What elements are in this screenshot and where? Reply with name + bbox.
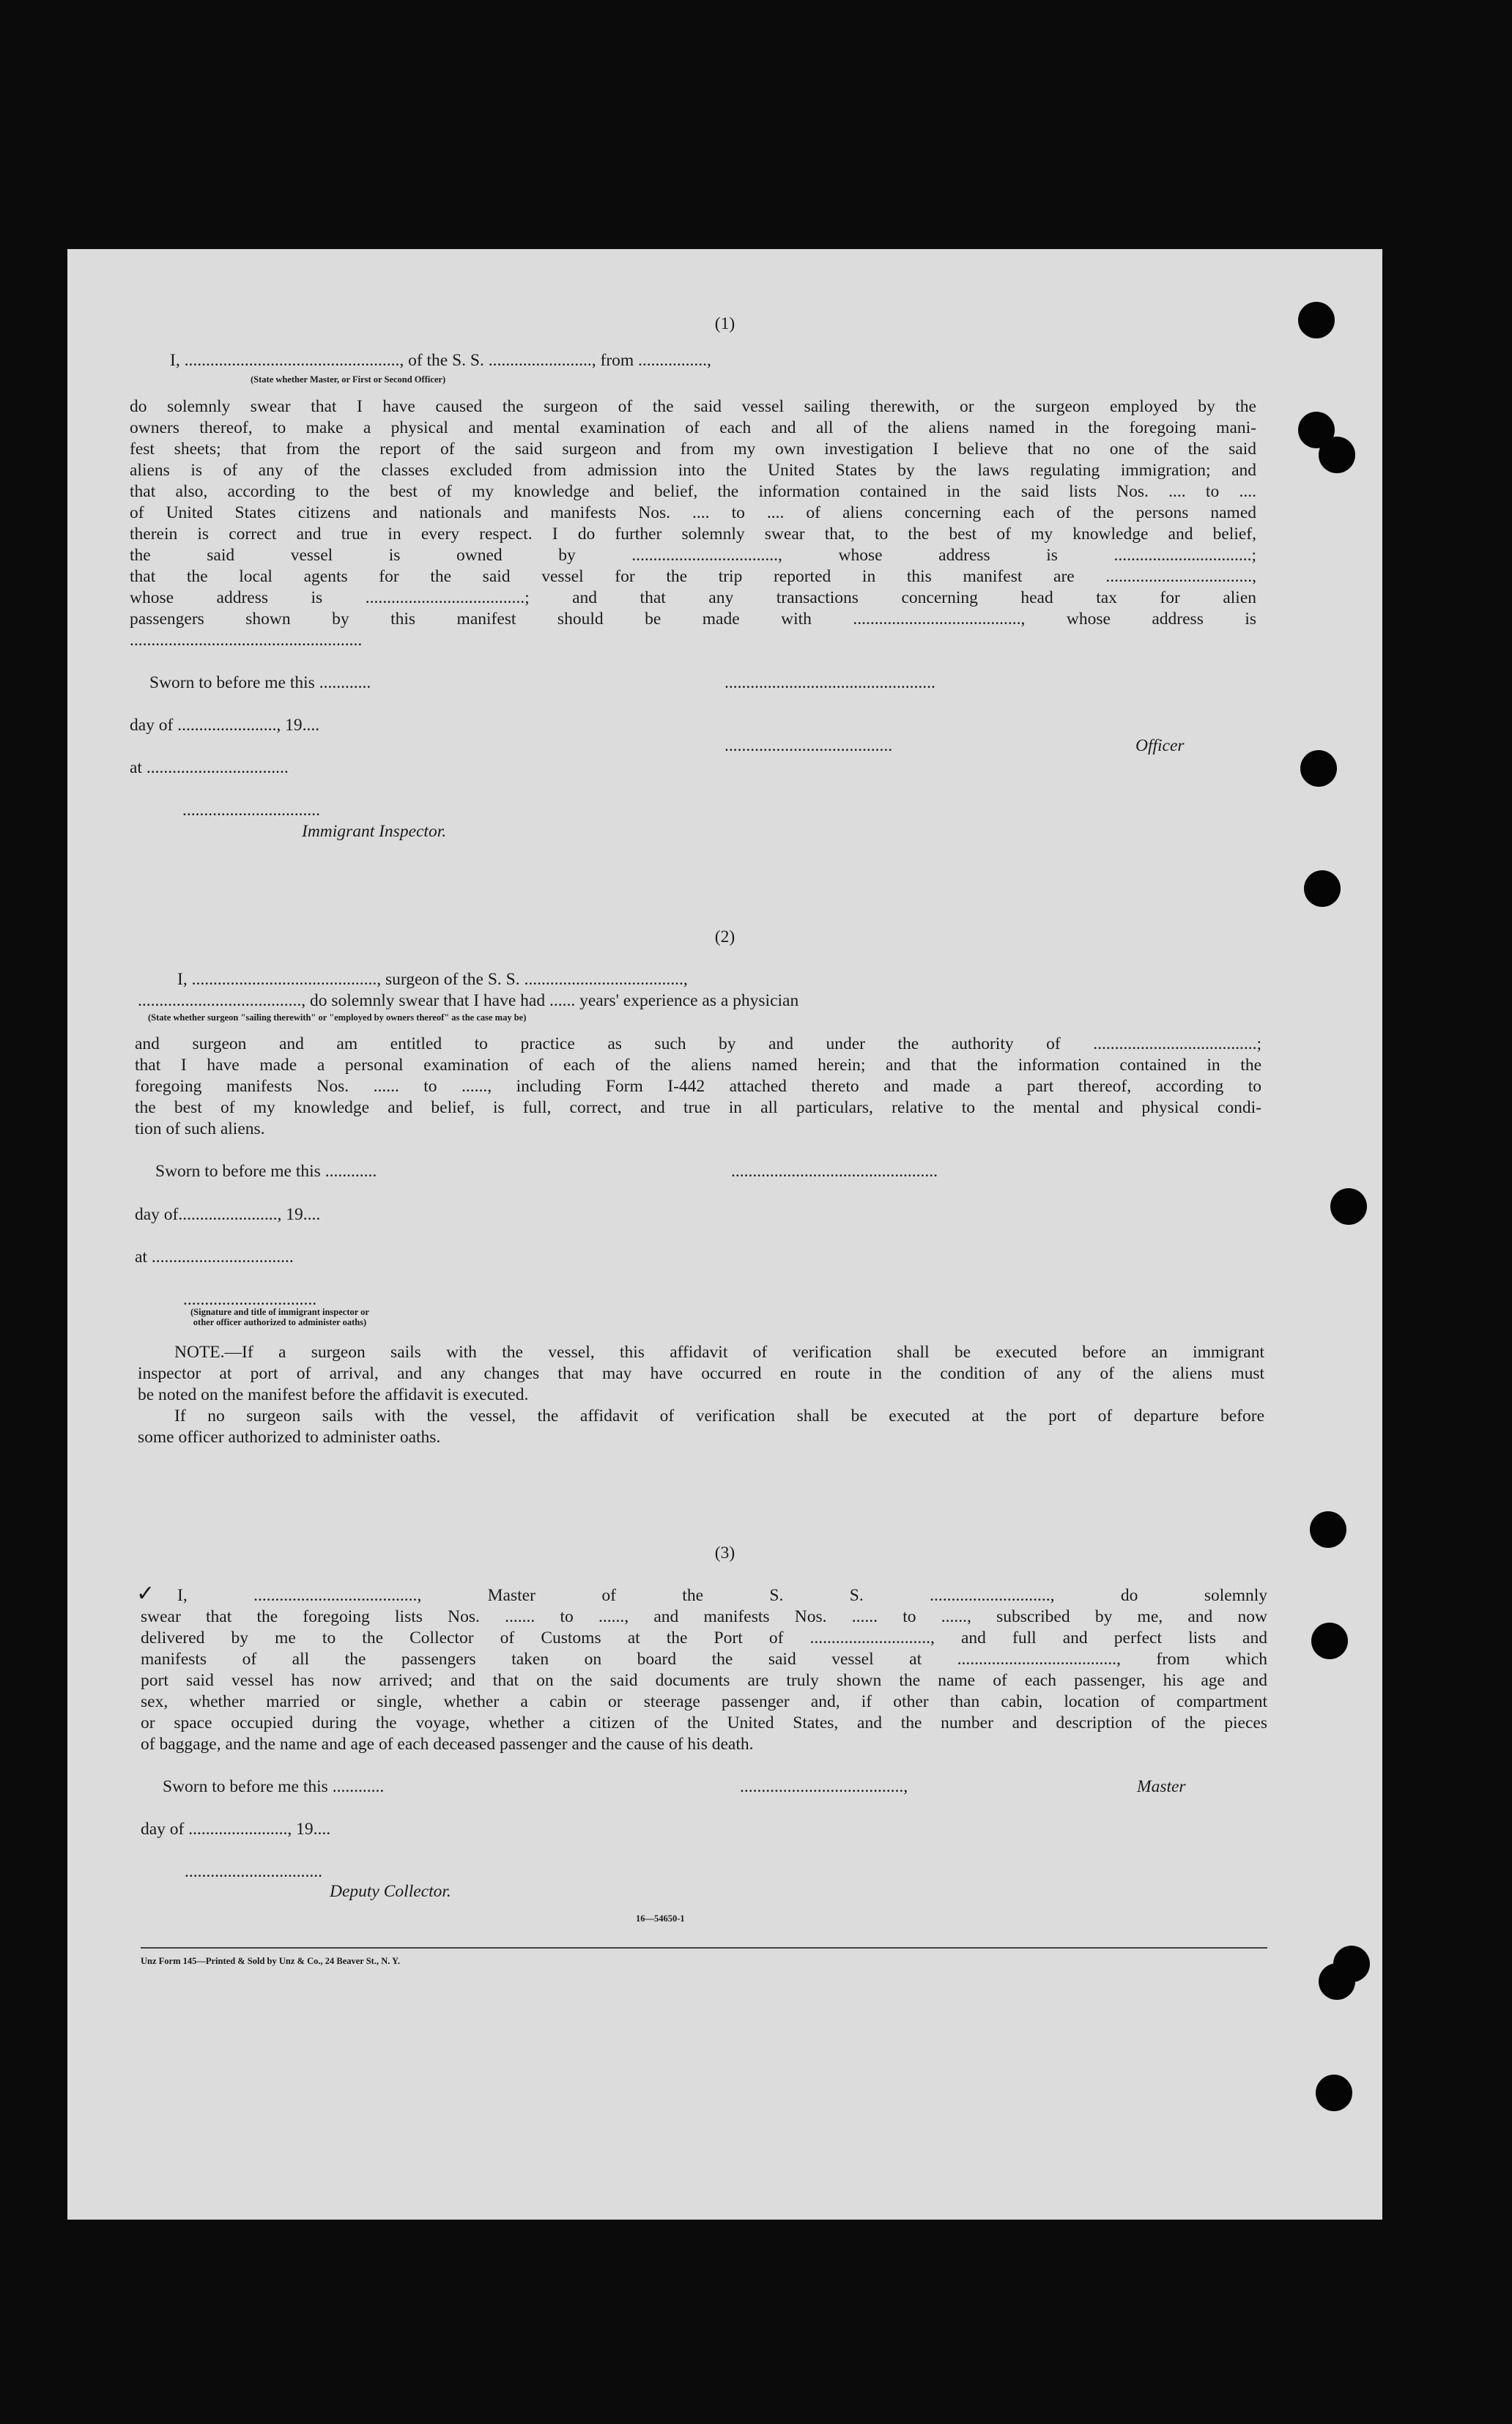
section2-number: (2) <box>714 927 735 946</box>
punch-hole <box>1330 1188 1367 1225</box>
s1body-line: the said vessel is owned by .................................., whose address is ................................; <box>130 546 1256 565</box>
s1body-line: whose address is .....................................; and that any transactions concerning head tax for alien <box>130 588 1256 607</box>
section3-collector-dots: ................................ <box>185 1862 322 1881</box>
s2note1-line: inspector at port of arrival, and any changes that may have occurred en route in the condition of any of the aliens must <box>138 1364 1264 1383</box>
s1body-line: fest sheets; that from the report of the said surgeon and from my own investigation I believe that no one of the said <box>130 440 1256 459</box>
section1-sworn: Sworn to before me this ............ <box>149 673 371 692</box>
s1body-line: that also, according to the best of my knowledge and belief, the information contained in the said lists Nos. .... to .... <box>130 482 1256 501</box>
section2-sworn: Sworn to before me this ............ <box>155 1162 377 1181</box>
section2-inspector-caption1: (Signature and title of immigrant inspector or <box>190 1307 369 1317</box>
s1body-line: therein is correct and true in every respect. I do further solemnly swear that, to the best of my knowledge and belief, <box>130 525 1256 544</box>
section2-inspector-caption2: other officer authorized to administer oaths) <box>193 1317 367 1327</box>
punch-hole <box>1300 750 1337 787</box>
s1body-line: passengers shown by this manifest should be made with ......................................., whose address is <box>130 609 1256 629</box>
footer-printer: Unz Form 145—Printed & Sold by Unz & Co., 24 Beaver St., N. Y. <box>141 1956 401 1966</box>
punch-hole <box>1298 302 1335 338</box>
s2body-line: the best of my knowledge and belief, is full, correct, and true in all particulars, relative to the mental and physical condi- <box>135 1098 1261 1117</box>
s1body-line: that the local agents for the said vessel for the trip reported in this manifest are .................................., <box>130 567 1256 586</box>
section3-number: (3) <box>714 1543 735 1563</box>
section3-day: day of ......................., 19.... <box>141 1820 331 1839</box>
s2body-line: foregoing manifests Nos. ...... to ......, including Form I-442 attached thereto and made a part thereof, according to <box>135 1077 1261 1096</box>
s3body-line: manifests of all the passengers taken on board the said vessel at ....................................., from which <box>141 1650 1267 1669</box>
s3body-line: delivered by me to the Collector of Customs at the Port of ............................, and full and perfect lists and <box>141 1628 1267 1647</box>
s2note1-line: NOTE.—If a surgeon sails with the vessel, this affidavit of verification shall be executed before an immigrant <box>174 1343 1264 1362</box>
s2body-line: that I have made a personal examination of each of the aliens named herein; and that the information contained in the <box>135 1056 1261 1075</box>
section2-line2: ......................................, do solemnly swear that I have had ...... years' experience as a physician <box>138 991 799 1010</box>
s2body-line: and surgeon and am entitled to practice as such by and under the authority of ......................................; <box>135 1034 1261 1053</box>
punch-hole <box>1316 2075 1352 2111</box>
section3-sworn: Sworn to before me this ............ <box>163 1777 385 1796</box>
section2-line1: I, ..........................................., surgeon of the S. S. ....................................., <box>177 970 688 989</box>
section3-master-dots: ......................................, <box>740 1777 908 1796</box>
punch-hole <box>1319 437 1355 473</box>
section2-inspector-dots: ............................... <box>183 1290 317 1309</box>
footer-rule <box>141 1947 1267 1949</box>
s3body-line: or space occupied during the voyage, whether a citizen of the United States, and the number and description of the pieces <box>141 1713 1267 1732</box>
section2-at: at ................................. <box>135 1248 294 1267</box>
section1-line1: I, .................................................., of the S. S. ........................, from ................, <box>170 351 711 370</box>
s3body-line: port said vessel has now arrived; and that on the said documents are truly shown the name of each passenger, his age and <box>141 1671 1267 1690</box>
section1-officer-dots: ....................................... <box>724 736 893 755</box>
s1body-line: ...................................................... <box>130 631 363 650</box>
s3body-line: swear that the foregoing lists Nos. ....... to ......, and manifests Nos. ...... to ......, subscribed by me, and now <box>141 1607 1267 1626</box>
section1-inspector-dots: ................................ <box>182 801 320 820</box>
section1-day: day of ......................., 19.... <box>130 716 320 735</box>
punch-hole <box>1333 1946 1370 1982</box>
section2-caption: (State whether surgeon "sailing therewith" or "employed by owners thereof" as the case may be) <box>148 1012 527 1023</box>
s1body-line: aliens is of any of the classes excluded from admission into the United States by the laws regulating immigration; and <box>130 461 1256 480</box>
s2note1-line: be noted on the manifest before the affidavit is executed. <box>138 1385 529 1404</box>
section1-number: (1) <box>714 314 735 333</box>
punch-hole <box>1304 870 1341 907</box>
s1body-line: owners thereof, to make a physical and mental examination of each and all of the aliens named in the foregoing mani- <box>130 418 1256 437</box>
section2-day: day of......................., 19.... <box>135 1205 321 1224</box>
check-mark-icon: ✓ <box>136 1582 155 1606</box>
s3body-line: I, ......................................, Master of the S. S. ............................, do solemnly <box>177 1586 1267 1605</box>
manifest-page <box>67 249 1382 2220</box>
punch-hole <box>1310 1511 1346 1548</box>
s2note2-line: some officer authorized to administer oaths. <box>138 1428 441 1447</box>
section2-signature-dots: ................................................ <box>731 1162 938 1181</box>
section3-master-label: Master <box>1137 1777 1186 1796</box>
s1body-line: do solemnly swear that I have caused the surgeon of the said vessel sailing therewith, or the surgeon employed by the <box>130 397 1256 416</box>
section3-collector-label: Deputy Collector. <box>330 1882 451 1901</box>
section1-at: at ................................. <box>130 758 289 777</box>
s1body-line: of United States citizens and nationals and manifests Nos. .... to .... of aliens concerning each of the persons named <box>130 503 1256 522</box>
section1-inspector-label: Immigrant Inspector. <box>302 822 447 841</box>
s2note2-line: If no surgeon sails with the vessel, the affidavit of verification shall be executed at the port of departure before <box>174 1406 1264 1426</box>
section1-signature-dots: ................................................. <box>724 673 935 692</box>
s3body-line: sex, whether married or single, whether a cabin or steerage passenger and, if other than cabin, location of compartment <box>141 1692 1267 1711</box>
form-code: 16—54650-1 <box>636 1913 685 1924</box>
section1-officer-label: Officer <box>1135 736 1185 755</box>
s2body-line: tion of such aliens. <box>135 1119 265 1138</box>
punch-hole <box>1311 1623 1348 1659</box>
s3body-line: of baggage, and the name and age of each deceased passenger and the cause of his death. <box>141 1735 754 1754</box>
section1-caption: (State whether Master, or First or Second Officer) <box>251 374 446 385</box>
